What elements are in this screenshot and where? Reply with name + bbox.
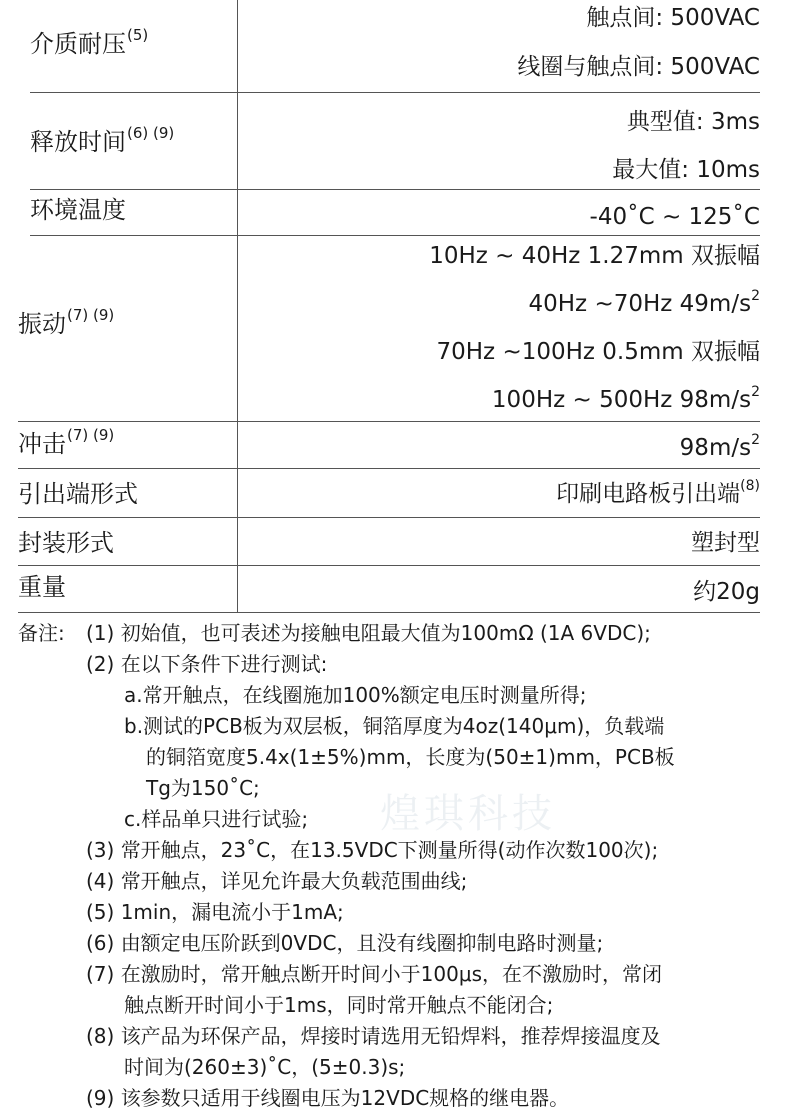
row-label-shock bbox=[18, 426, 115, 458]
value-text: 10Hz ~ 40Hz 1.27mm 双振幅 bbox=[429, 243, 760, 269]
note-line: 的铜箔宽度5.4x(1±5%)mm，长度为(50±1)mm，PCB板 bbox=[146, 745, 675, 769]
row-value: 典型值: 3ms bbox=[626, 109, 760, 135]
row-value bbox=[556, 480, 760, 508]
row-label-dielectric bbox=[30, 26, 149, 58]
note-line: 触点断开时间小于1ms，同时常开触点不能闭合; bbox=[124, 993, 554, 1017]
note-line: (7) 在激励时，常开触点断开时间小于100μs，在不激励时，常闭 bbox=[86, 962, 663, 986]
row-divider bbox=[30, 235, 760, 236]
row-divider bbox=[18, 565, 760, 566]
label-text: 振动 bbox=[18, 310, 66, 338]
note-line: (6) 由额定电压阶跃到0VDC，且没有线圈抑制电路时测量; bbox=[86, 931, 604, 955]
row-divider bbox=[18, 421, 760, 422]
note-line: (2) 在以下条件下进行测试: bbox=[86, 652, 328, 676]
row-label-release-time bbox=[30, 124, 175, 156]
value-superscript: 2 bbox=[751, 432, 760, 449]
row-label-weight bbox=[18, 573, 66, 601]
label-footnote: (7) (9) bbox=[67, 306, 115, 324]
value-text: 98m/s bbox=[679, 435, 752, 461]
row-divider bbox=[30, 189, 760, 190]
row-value: 线圈与触点间: 500VAC bbox=[517, 54, 760, 80]
row-value bbox=[492, 386, 760, 414]
label-footnote: (6) (9) bbox=[127, 124, 175, 142]
label-text: 封装形式 bbox=[18, 529, 114, 557]
label-footnote: (5) bbox=[127, 26, 149, 44]
label-text: 冲击 bbox=[18, 430, 66, 458]
row-value: 最大值: 10ms bbox=[612, 157, 760, 183]
row-value: 约20g bbox=[693, 579, 760, 605]
row-label-vibration bbox=[18, 306, 115, 338]
row-value: 塑封型 bbox=[691, 530, 760, 556]
row-label-package-type bbox=[18, 529, 114, 557]
value-superscript: 2 bbox=[751, 384, 760, 401]
row-divider bbox=[30, 92, 760, 93]
row-divider bbox=[18, 468, 760, 469]
row-divider bbox=[18, 517, 760, 518]
label-text: 引出端形式 bbox=[18, 480, 138, 508]
row-divider bbox=[18, 612, 760, 613]
value-text: 70Hz ~100Hz 0.5mm 双振幅 bbox=[436, 339, 760, 365]
note-line: b.测试的PCB板为双层板，铜箔厚度为4oz(140μm)，负载端 bbox=[124, 714, 665, 738]
label-text: 重量 bbox=[18, 573, 66, 601]
note-line: (5) 1min，漏电流小于1mA; bbox=[86, 900, 344, 924]
note-line: a.常开触点，在线圈施加100%额定电压时测量所得; bbox=[124, 683, 587, 707]
value-text: 印刷电路板引出端 bbox=[556, 481, 741, 507]
row-label-terminal-type bbox=[18, 480, 138, 508]
note-line: (8) 该产品为环保产品，焊接时请选用无铅焊料，推荐焊接温度及 bbox=[86, 1024, 661, 1048]
note-line: (1) 初始值，也可表述为接触电阻最大值为100mΩ (1A 6VDC); bbox=[86, 621, 651, 645]
row-value bbox=[680, 434, 760, 462]
note-line: 时间为(260±3)˚C，(5±0.3)s; bbox=[124, 1055, 406, 1079]
row-value bbox=[437, 338, 761, 366]
notes-heading: 备注: bbox=[18, 621, 65, 645]
label-footnote: (7) (9) bbox=[67, 426, 115, 444]
value-superscript: 2 bbox=[751, 288, 760, 305]
note-line: (3) 常开触点，23˚C，在13.5VDC下测量所得(动作次数100次); bbox=[86, 838, 659, 862]
watermark-logo: 煌琪科技 bbox=[380, 791, 556, 837]
row-label-ambient-temperature bbox=[30, 196, 126, 224]
note-line: (4) 常开触点，详见允许最大负载范围曲线; bbox=[86, 869, 468, 893]
label-text: 环境温度 bbox=[30, 196, 126, 224]
value-text: 40Hz ~70Hz 49m/s bbox=[528, 291, 752, 317]
row-value bbox=[429, 242, 760, 270]
row-value: 触点间: 500VAC bbox=[586, 5, 760, 31]
value-superscript: (8) bbox=[740, 478, 760, 495]
label-text: 释放时间 bbox=[30, 128, 126, 156]
row-value bbox=[529, 290, 761, 318]
note-line: Tg为150˚C; bbox=[146, 776, 260, 800]
note-line: (9) 该参数只适用于线圈电压为12VDC规格的继电器。 bbox=[86, 1086, 570, 1110]
note-line: c.样品单只进行试验; bbox=[124, 807, 309, 831]
value-text: 100Hz ~ 500Hz 98m/s bbox=[491, 387, 752, 413]
row-value: -40˚C ~ 125˚C bbox=[589, 204, 760, 230]
label-text: 介质耐压 bbox=[30, 30, 126, 58]
